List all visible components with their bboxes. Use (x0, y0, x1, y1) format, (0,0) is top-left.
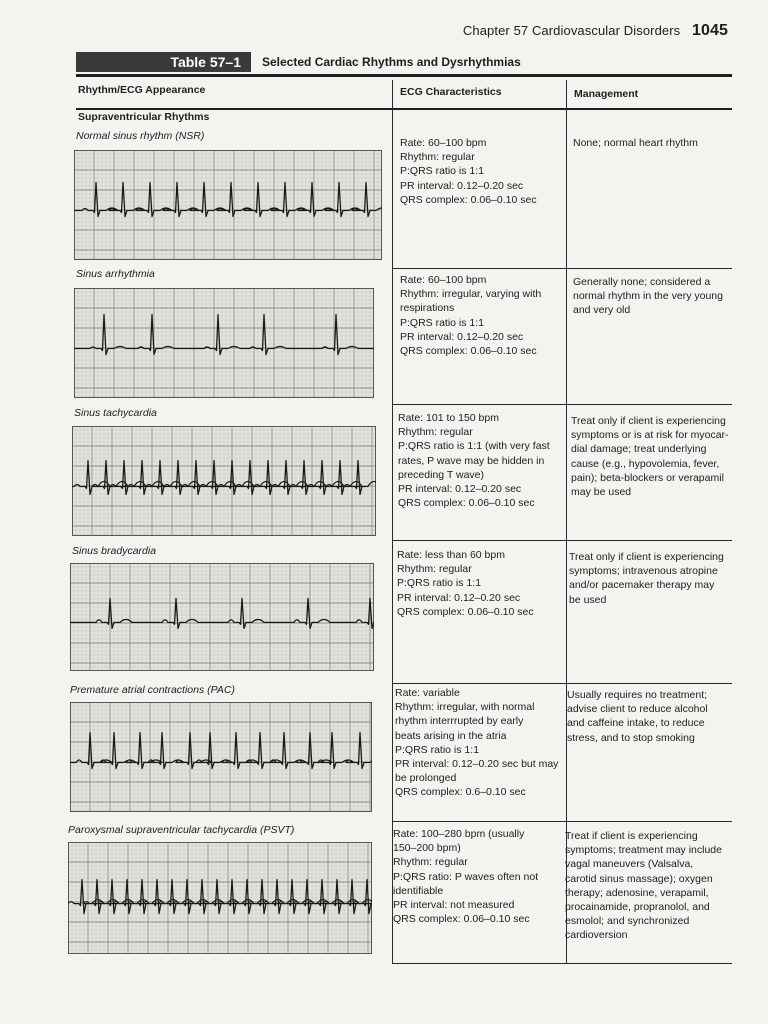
management-text: Treat only if client is experiencing symptoms; intravenous atropine and/or pacemaker therapy may be used (569, 551, 724, 606)
col-head-characteristics: ECG Characteristics (400, 86, 502, 98)
ecg-strip (70, 563, 374, 671)
table-label: Table 57–1 (76, 52, 251, 72)
management-text: Generally none; considered a normal rhythm in the very young and very old (573, 276, 723, 317)
ecg-characteristics: Rate: 101 to 150 bpm Rhythm: regular P:QRS ratio is 1:1 (with very fast rates, P wave may be hidden in preceding T wave) PR interval: 0.12–0.20 sec QRS complex: 0.06–0.10 sec (398, 412, 550, 510)
row-separator (392, 683, 732, 684)
row-separator (392, 821, 732, 822)
rhythm-name: Sinus arrhythmia (76, 268, 155, 280)
row-separator (392, 268, 732, 269)
ecg-strip (74, 150, 382, 260)
ecg-graph (70, 702, 372, 812)
ecg-paper (74, 150, 382, 260)
col-head-management: Management (574, 88, 639, 100)
page-number: 1045 (692, 22, 728, 39)
ecg-strip (72, 426, 376, 536)
row-separator (392, 540, 732, 541)
management-text: Treat only if client is experiencing symptoms or is at risk for myocar- dial damage; treat underlying cause (e.g., hypovolemia, fever, pain); beta-blockers or verapamil may be used (571, 415, 729, 499)
management-text: None; normal heart rhythm (573, 137, 698, 149)
header-rule (76, 108, 732, 110)
table-title: Selected Cardiac Rhythms and Dysrhythmias (262, 55, 521, 69)
section-title: Supraventricular Rhythms (78, 111, 210, 123)
rhythm-name: Normal sinus rhythm (NSR) (76, 130, 205, 142)
ecg-graph (70, 563, 374, 671)
chapter-title: Chapter 57 Cardiovascular Disorders (462, 23, 681, 38)
page-header (463, 22, 728, 40)
rhythm-name: Sinus bradycardia (72, 545, 157, 557)
column-headers (76, 80, 732, 110)
ecg-graph (74, 150, 382, 260)
ecg-paper (74, 288, 374, 398)
ecg-characteristics: Rate: variable Rhythm: irregular, with normal rhythm interrrupted by early beats arising in the atria P:QRS ratio is 1:1 PR interval: 0.12–0.20 sec but may be prolonged QRS complex: 0.6–0.10 sec (395, 687, 559, 799)
rhythm-name: Premature atrial contractions (PAC) (70, 684, 235, 696)
ecg-characteristics: Rate: less than 60 bpm Rhythm: regular P:QRS ratio is 1:1 PR interval: 0.12–0.20 sec QRS complex: 0.06–0.10 sec (397, 549, 534, 618)
row-separator (392, 404, 732, 405)
management-text: Treat if client is experiencing symptoms; treatment may include vagal maneuvers (Valsalva, carotid sinus massage); oxygen therapy; adenosine, verapamil, procainamide, propranolol, and esmolol; and synchronized cardioversion (565, 830, 722, 942)
management-text: Usually requires no treatment; advise client to reduce alcohol and caffeine intake, to reduce stress, and to stop smoking (567, 689, 708, 744)
ecg-strip (68, 842, 372, 954)
ecg-graph (72, 426, 376, 536)
ecg-characteristics: Rate: 100–280 bpm (usually 150–200 bpm) Rhythm: regular P:QRS ratio: P waves often not identifiable PR interval: not measured QRS complex: 0.06–0.10 sec (393, 828, 539, 926)
ecg-strip (74, 288, 374, 398)
rhythm-name: Paroxysmal supraventricular tachycardia (PSVT) (68, 824, 295, 836)
rhythm-name: Sinus tachycardia (74, 407, 157, 419)
table-banner (76, 52, 732, 74)
table-top-rule (76, 74, 732, 77)
ecg-characteristics: Rate: 60–100 bpm Rhythm: regular P:QRS ratio is 1:1 PR interval: 0.12–0.20 sec QRS complex: 0.06–0.10 sec (400, 137, 537, 206)
ecg-graph (74, 288, 374, 398)
ecg-graph (68, 842, 372, 954)
col-head-appearance: Rhythm/ECG Appearance (78, 84, 206, 96)
ecg-strip (70, 702, 372, 812)
table-bottom-rule (392, 963, 732, 964)
ecg-characteristics: Rate: 60–100 bpm Rhythm: irregular, varying with respirations P:QRS ratio is 1:1 PR interval: 0.12–0.20 sec QRS complex: 0.06–0.10 sec (400, 274, 542, 358)
